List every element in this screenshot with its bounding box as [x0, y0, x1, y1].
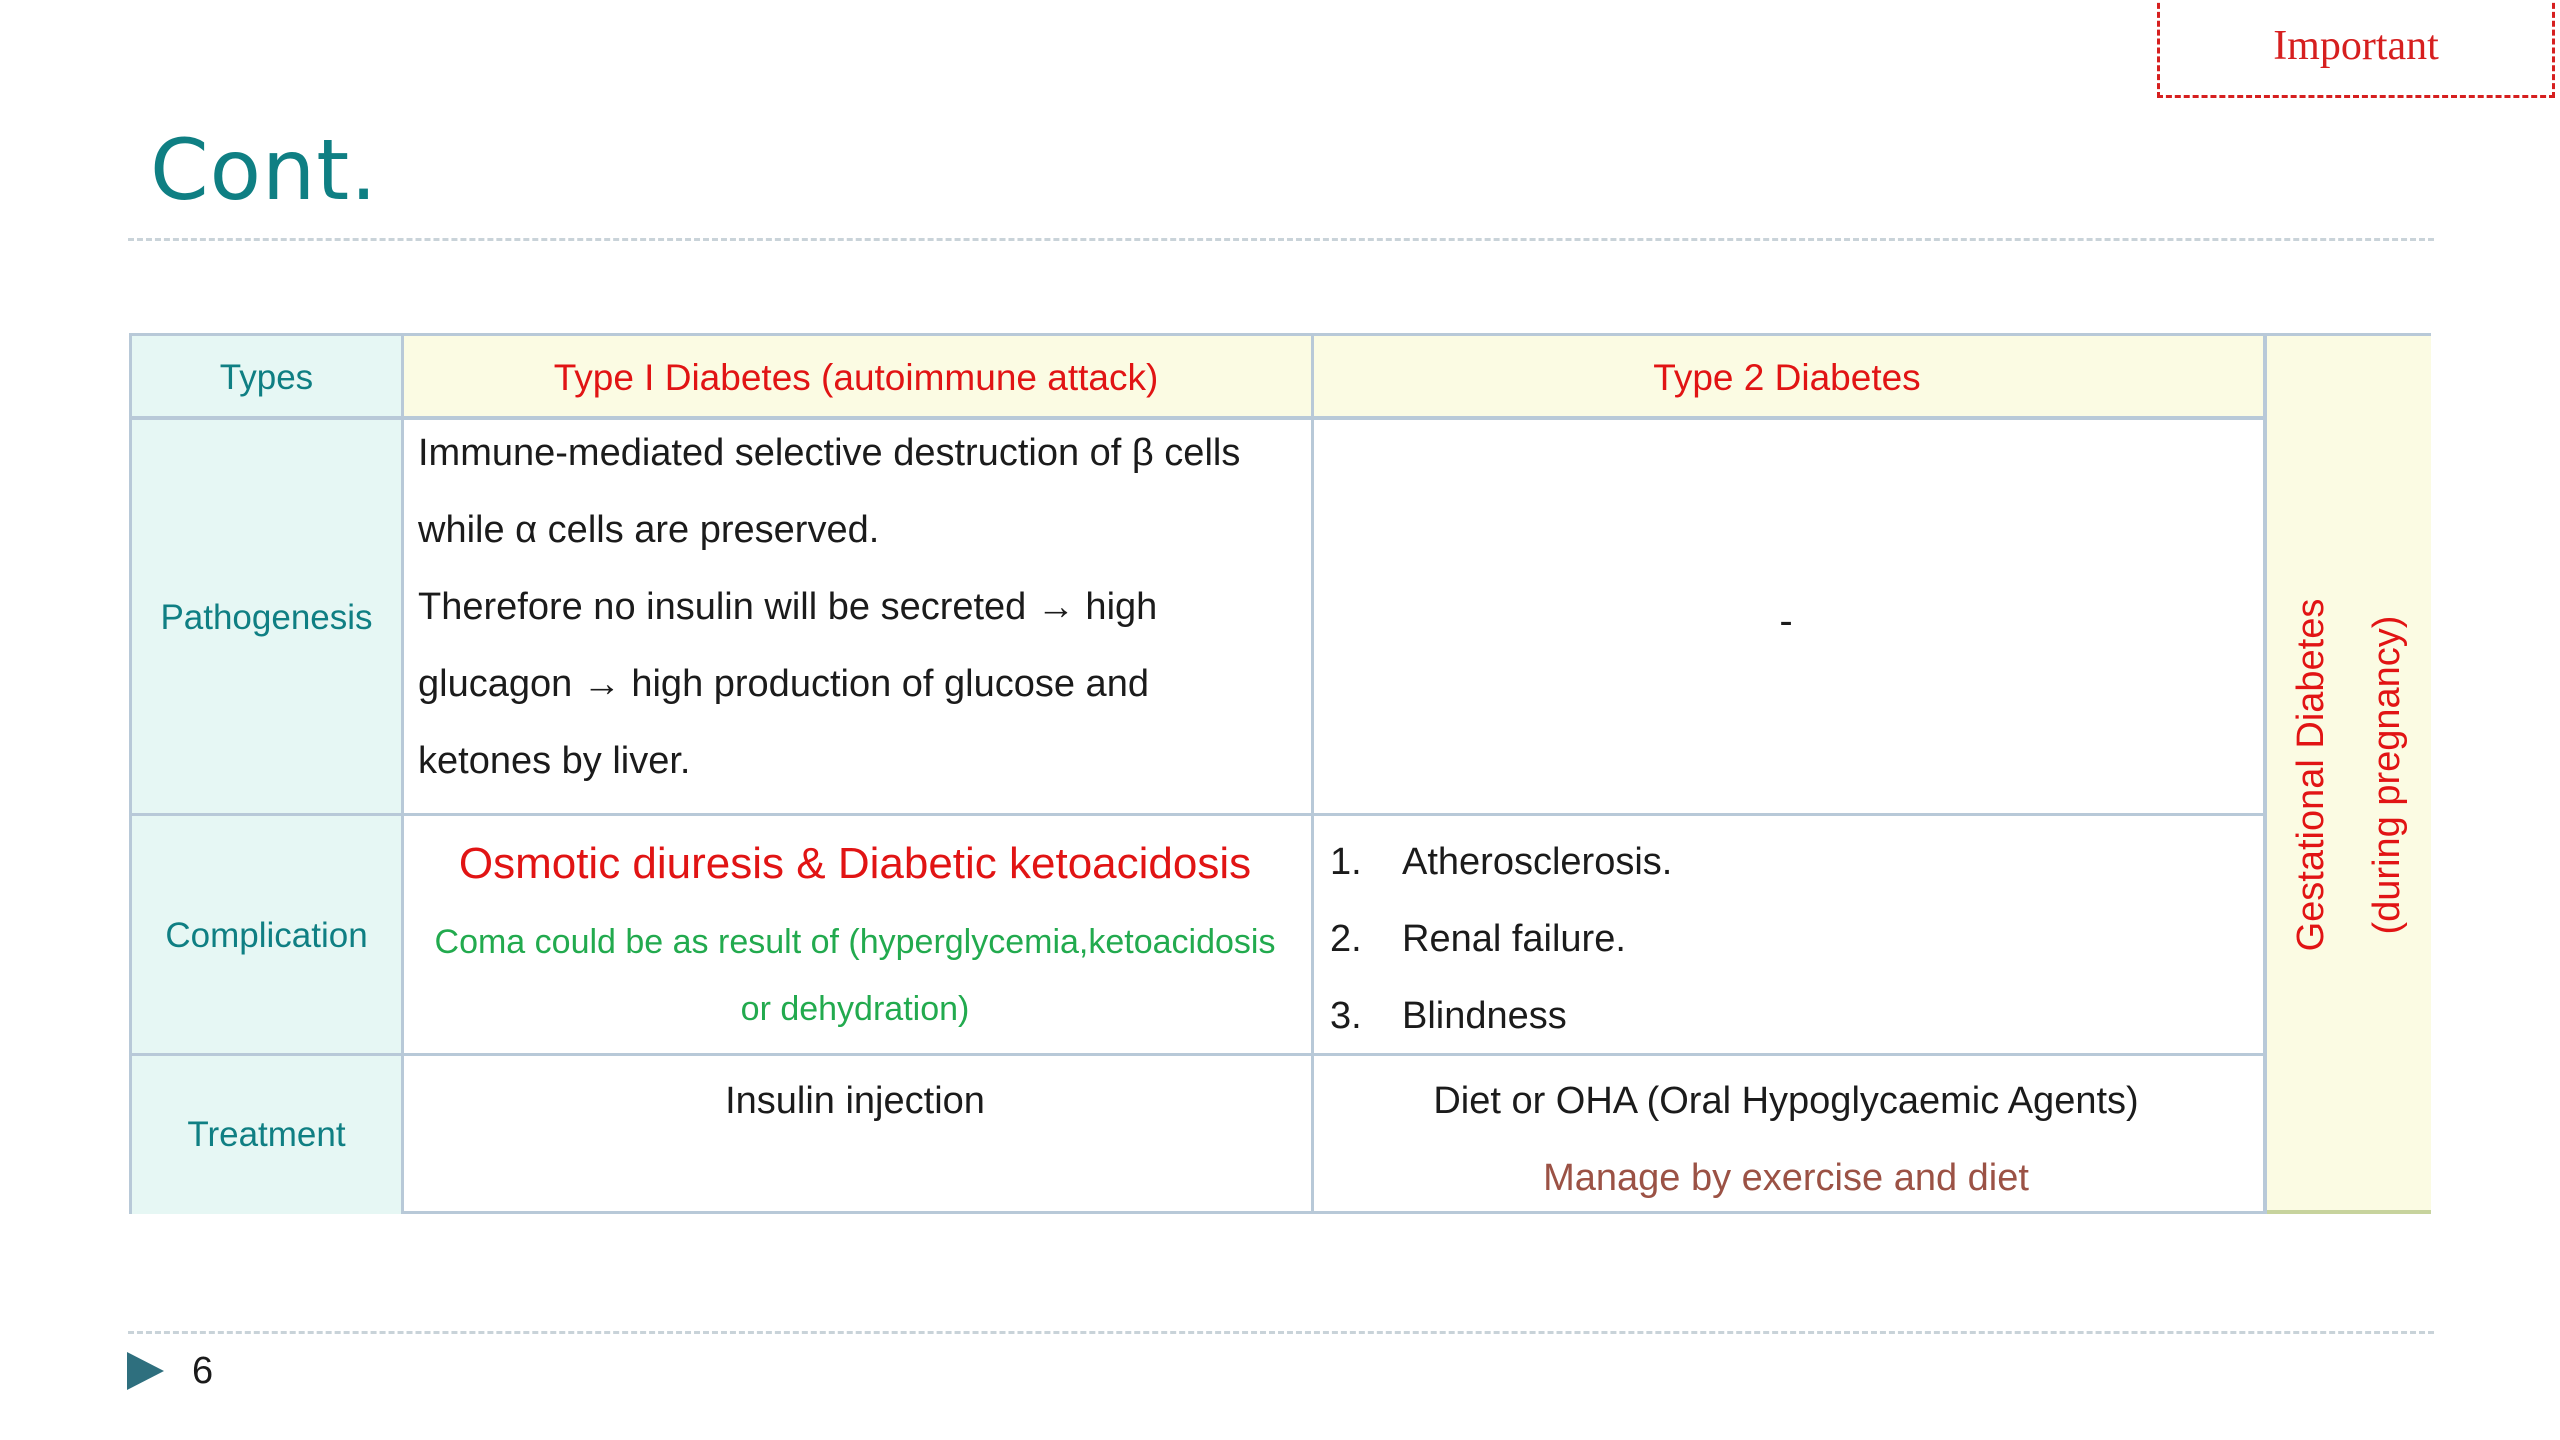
complication-number-1: 1.	[1330, 841, 1362, 883]
type1-complication-note-1: Coma could be as result of (hyperglycemia,ketoacidosis	[434, 923, 1276, 961]
header-type2-cell	[1311, 336, 2263, 419]
row-label-pathogenesis	[132, 419, 401, 816]
type1-complication-note-2: or dehydration)	[740, 990, 970, 1028]
header-type1-label: Type I Diabetes (autoimmune attack)	[553, 356, 1159, 398]
important-label	[2157, 0, 2555, 98]
top-divider	[128, 238, 2434, 241]
row-separator-1	[132, 813, 2263, 816]
pathogenesis-line-1: Immune-mediated selective destruction of β cells	[418, 432, 1241, 474]
pathogenesis-line-3: Therefore no insulin will be secreted → high	[418, 586, 1158, 628]
type2-treatment-text: Diet or OHA (Oral Hypoglycaemic Agents)	[1433, 1080, 2139, 1122]
complication-list-item-1	[1330, 841, 1672, 884]
pathogenesis-label: Pathogenesis	[160, 597, 373, 637]
complication-number-3: 3.	[1330, 995, 1362, 1037]
header-types-cell	[132, 336, 401, 419]
gestational-diabetes-title: Gestational Diabetes	[2290, 598, 2332, 952]
important-label-text: Important	[2273, 23, 2439, 69]
complication-text-1: Atherosclerosis.	[1402, 841, 1673, 883]
gestational-diabetes-cell	[2263, 336, 2431, 1214]
type1-complication-title: Osmotic diuresis & Diabetic ketoacidosis	[458, 839, 1252, 888]
type2-treatment-note: Manage by exercise and diet	[1543, 1157, 2029, 1199]
gestational-diabetes-text	[2273, 599, 2425, 952]
header-types-label: Types	[219, 357, 314, 397]
row-separator-2	[132, 1053, 2263, 1056]
complication-label: Complication	[165, 916, 368, 955]
treatment-label: Treatment	[187, 1115, 346, 1154]
type1-treatment-text: Insulin injection	[725, 1080, 985, 1122]
pathogenesis-line-5: ketones by liver.	[418, 740, 691, 782]
complication-text-3: Blindness	[1402, 995, 1567, 1037]
type1-pathogenesis-text	[418, 415, 1298, 800]
row-label-complication	[132, 816, 401, 1056]
pathogenesis-line-4: glucagon → high production of glucose and	[418, 663, 1149, 705]
type2-pathogenesis-value: -	[1779, 599, 1793, 643]
complication-text-2: Renal failure.	[1402, 918, 1626, 960]
bottom-divider	[128, 1331, 2434, 1334]
row-label-treatment	[132, 1056, 401, 1214]
header-type2-label: Type 2 Diabetes	[1653, 356, 1921, 398]
complication-list-item-2	[1330, 918, 1626, 961]
header-type1-cell	[401, 336, 1311, 419]
page-number: 6	[192, 1350, 214, 1392]
complication-list-item-3	[1330, 995, 1567, 1038]
gestational-diabetes-note: (during pregnancy)	[2366, 615, 2408, 935]
pathogenesis-line-2: while α cells are preserved.	[418, 509, 880, 551]
complication-number-2: 2.	[1330, 918, 1362, 960]
play-arrow-icon	[127, 1352, 164, 1390]
slide-title: Cont.	[150, 121, 378, 219]
